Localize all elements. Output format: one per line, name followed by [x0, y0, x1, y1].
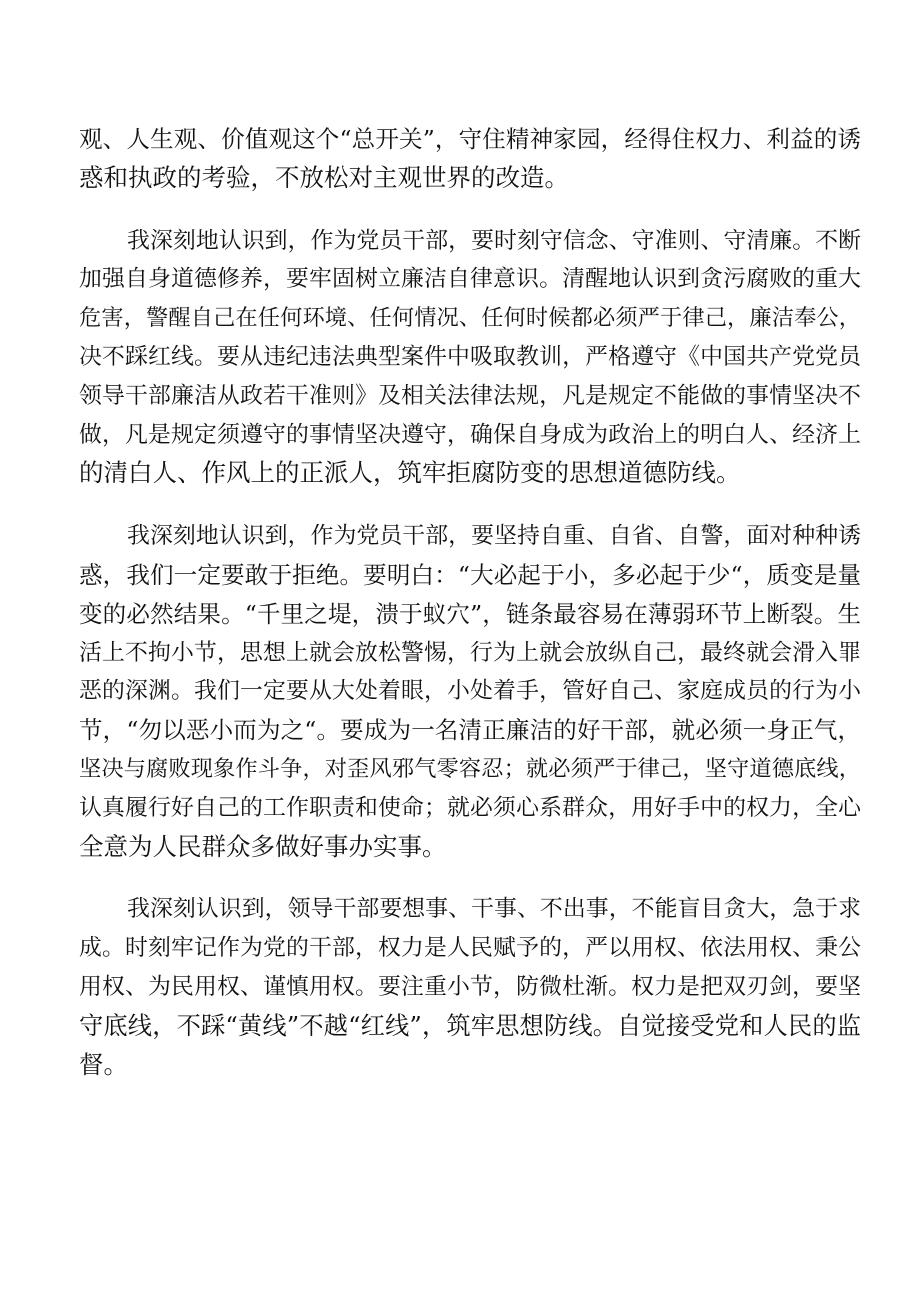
text-line: 成。时刻牢记作为党的干部，权力是人民赋予的，严以用权、依法用权、秉公 [79, 935, 861, 962]
document-body [79, 120, 861, 1108]
text-line: 领导干部廉洁从政若干准则》及相关法律法规，凡是规定不能做的事情坚决不 [79, 382, 861, 409]
paragraph-3 [79, 517, 861, 866]
text-line: 变的必然结果。“千里之堤，溃于蚁穴”，链条最容易在薄弱环节上断裂。生 [79, 599, 861, 628]
text-line: 我深刻认识到，领导干部要想事、干事、不出事，不能盲目贪大，急于求 [127, 896, 861, 923]
text-line: 惑和执政的考验，不放松对主观世界的改造。 [79, 162, 569, 192]
text-line: 认真履行好自己的工作职责和使命；就必须心系群众，用好手中的权力，全心 [79, 794, 861, 821]
paragraph-1 [79, 120, 861, 198]
text-line: 我深刻地认识到，作为党员干部，要时刻守信念、守准则、守清廉。不断 [127, 227, 861, 254]
text-line: 我深刻地认识到，作为党员干部，要坚持自重、自省、自警，面对种种诱 [127, 523, 861, 550]
text-line: 用权、为民用权、谨慎用权。要注重小节，防微杜渐。权力是把双刃剑，要坚 [79, 973, 861, 1000]
text-line: 活上不拘小节，思想上就会放松警惕，行为上就会放纵自己，最终就会滑入罪 [79, 639, 861, 666]
text-line: 观、人生观、价值观这个“总开关”，守住精神家园，经得住权力、利益的诱 [79, 125, 861, 153]
text-line: 坚决与腐败现象作斗争，对歪风邪气零容忍；就必须严于律己，坚守道德底线， [79, 755, 861, 782]
text-line: 做，凡是规定须遵守的事情坚决遵守，确保自身成为政治上的明白人、经济上 [79, 421, 861, 448]
text-line: 加强自身道德修养，要牢固树立廉洁自律意识。清醒地认识到贪污腐败的重大 [79, 266, 861, 293]
text-line: 危害，警醒自己在任何环境、任何情况、任何时候都必须严于律己，廉洁奉公， [79, 305, 861, 332]
paragraph-2 [79, 222, 861, 494]
paragraph-4 [79, 890, 861, 1084]
text-line: 的清白人、作风上的正派人，筑牢拒腐防变的思想道德防线。 [79, 458, 741, 488]
text-line: 决不踩红线。要从违纪违法典型案件中吸取教训，严格遵守《中国共产党党员 [79, 343, 861, 370]
text-line: 全意为人民群众多做好事办实事。 [79, 831, 447, 861]
text-line: 恶的深渊。我们一定要从大处着眼，小处着手，管好自己、家庭成员的行为小 [79, 678, 861, 705]
text-line: 惑，我们一定要敢于拒绝。要明白：“大必起于小，多必起于少“，质变是量 [79, 560, 861, 589]
text-line: 守底线，不踩“黄线”不越“红线”，筑牢思想防线。自觉接受党和人民的监 [79, 1010, 861, 1040]
text-line: 节，“勿以恶小而为之“。要成为一名清正廉洁的好干部，就必须一身正气， [79, 716, 861, 745]
text-line: 督。 [79, 1049, 128, 1079]
